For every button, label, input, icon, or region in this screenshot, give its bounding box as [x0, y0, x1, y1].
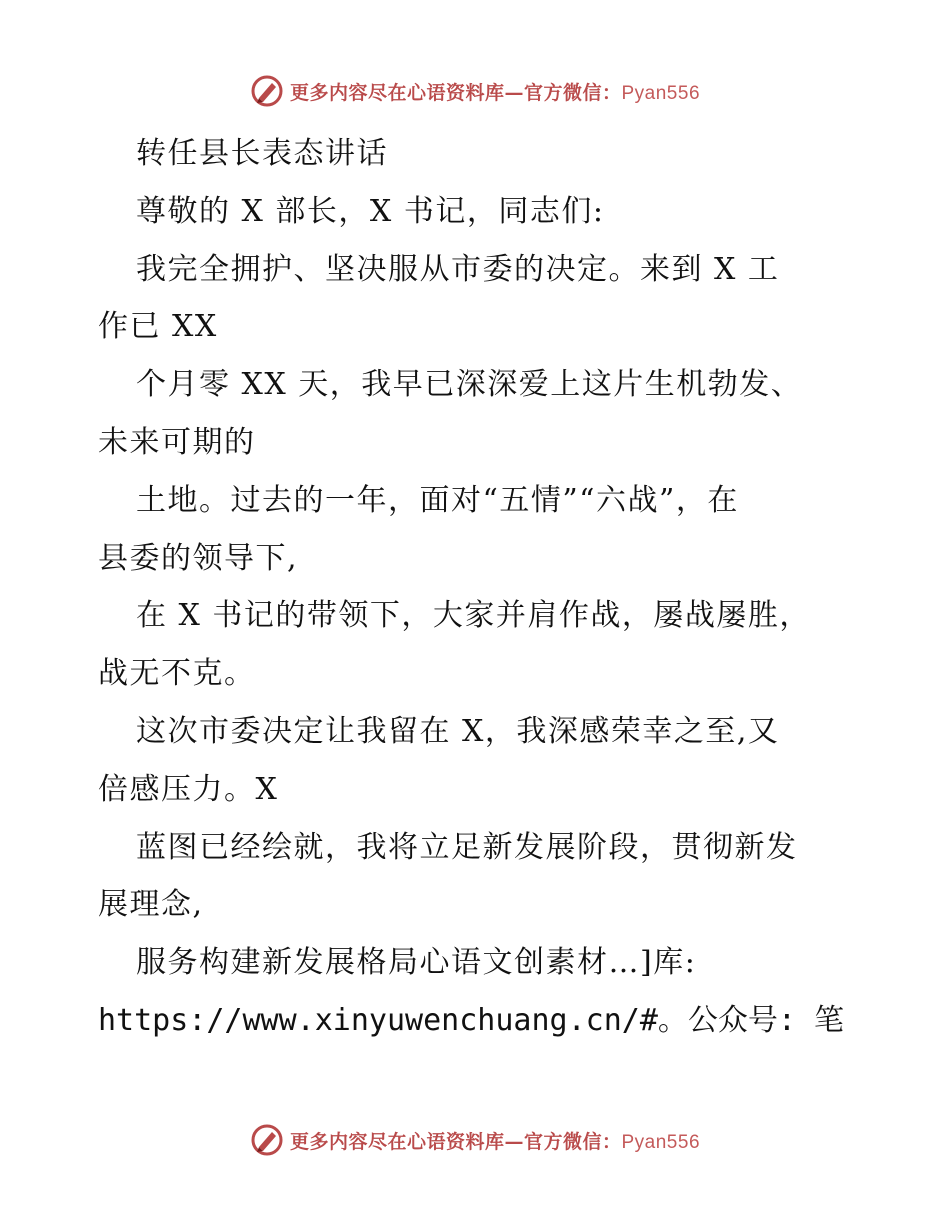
text-line: 作已 XX: [98, 309, 218, 345]
document-title: 转任县长表态讲话: [136, 136, 388, 171]
watermark-text: 更多内容尽在心语资料库—官方微信：Pyan556: [289, 81, 701, 104]
text-line: 服务构建新发展格局心语文创素材…]库:: [136, 945, 697, 981]
text-line: 县委的领导下,: [98, 540, 299, 576]
text-line: 个月零 XX 天，我早已深深爱上这片生机勃发、: [136, 367, 803, 403]
footer-watermark: [0, 1120, 950, 1160]
text-line: 未来可期的: [98, 424, 256, 460]
text-line: 战无不克。: [98, 656, 256, 692]
text-line: 展理念,: [98, 887, 204, 923]
text-line: https://www.xinyuwenchuang.cn/#。公众号: 笔: [98, 1002, 845, 1038]
document-body: [98, 125, 858, 1050]
header-watermark: [0, 71, 950, 111]
text-line: 在 X 书记的带领下，大家并肩作战，屡战屡胜，: [136, 598, 811, 634]
watermark-text: 更多内容尽在心语资料库—官方微信：Pyan556: [289, 1130, 701, 1153]
text-line: 蓝图已经绘就，我将立足新发展阶段，贯彻新发: [136, 829, 798, 865]
text-line: 我完全拥护、坚决服从市委的决定。来到 X 工: [136, 251, 780, 287]
text-line: 倍感压力。X: [98, 771, 279, 807]
text-line: 尊敬的 X 部长，X 书记，同志们:: [136, 193, 605, 229]
pen-logo-icon: [250, 1123, 284, 1157]
text-line: 土地。过去的一年，面对“五情”“六战”，在: [136, 482, 739, 518]
text-line: 这次市委决定让我留在 X，我深感荣幸之至,又: [136, 713, 780, 749]
pen-logo-icon: [250, 74, 284, 108]
